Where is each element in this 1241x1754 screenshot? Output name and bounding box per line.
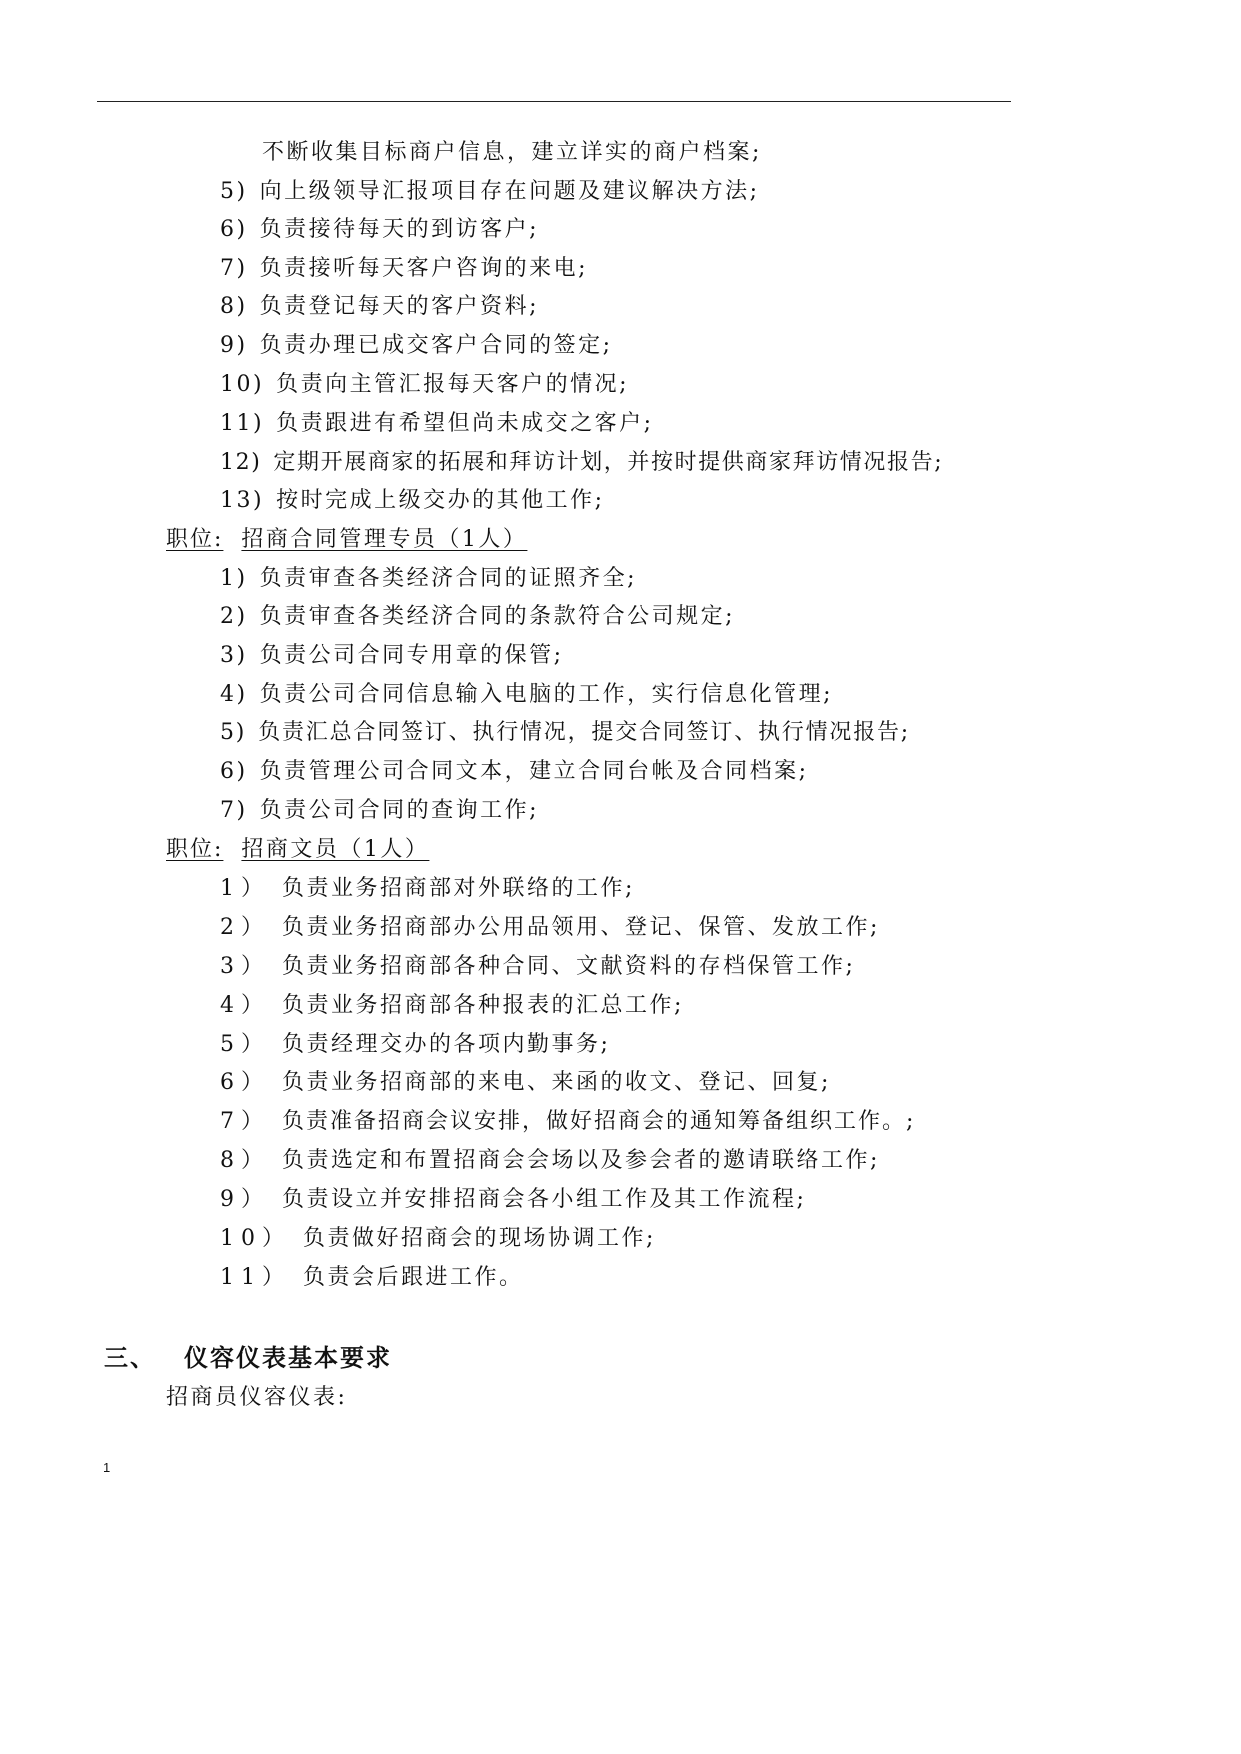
list-item-number: 7） xyxy=(220,1109,270,1134)
list-item-text: 负责跟进有希望但尚未成交之客户; xyxy=(276,411,654,436)
list-item-text: 负责向主管汇报每天客户的情况; xyxy=(276,372,629,397)
list-item-text: 负责业务招商部各种合同、文献资料的存档保管工作; xyxy=(282,954,856,979)
list-item-c6 xyxy=(220,1068,831,1098)
list-item-c3 xyxy=(220,952,855,982)
list-item-number: 6） xyxy=(220,1070,270,1095)
list-item-b3 xyxy=(220,641,564,671)
list-item-number: 8） xyxy=(220,1148,270,1173)
list-item-text: 负责设立并安排招商会各小组工作及其工作流程; xyxy=(282,1187,807,1212)
list-item-number: 4) xyxy=(220,682,248,707)
position-label: 职位: xyxy=(166,837,224,862)
position-heading-clerk xyxy=(166,835,429,865)
list-item-number: 10） xyxy=(220,1226,291,1251)
list-item-text: 负责业务招商部各种报表的汇总工作; xyxy=(282,993,684,1018)
list-item-text: 负责公司合同的查询工作; xyxy=(259,798,540,823)
list-item-b5 xyxy=(220,718,910,748)
list-item-text: 按时完成上级交办的其他工作; xyxy=(276,488,605,513)
position-label: 职位: xyxy=(166,527,224,552)
list-item-text: 向上级领导汇报项目存在问题及建议解决方法; xyxy=(259,179,760,204)
list-item-text: 负责做好招商会的现场协调工作; xyxy=(303,1226,656,1251)
list-item-a6 xyxy=(220,215,539,245)
header-rule xyxy=(97,101,1011,102)
section-heading xyxy=(104,1342,392,1374)
list-item-text: 定期开展商家的拓展和拜访计划，并按时提供商家拜访情况报告; xyxy=(273,450,944,475)
list-item-text: 负责业务招商部对外联络的工作; xyxy=(282,876,635,901)
list-item-a9 xyxy=(220,331,613,361)
list-item-text: 负责公司合同专用章的保管; xyxy=(259,643,564,668)
list-item-text: 负责业务招商部的来电、来函的收文、登记、回复; xyxy=(282,1070,831,1095)
position-heading-contract xyxy=(166,525,527,555)
list-item-number: 2） xyxy=(220,915,270,940)
list-item-c5 xyxy=(220,1030,610,1060)
list-item-number: 12) xyxy=(220,450,262,475)
list-item-number: 5) xyxy=(220,179,248,204)
list-item-text: 负责办理已成交客户合同的签定; xyxy=(259,333,613,358)
list-item-number: 1） xyxy=(220,876,270,901)
list-item-a7 xyxy=(220,254,588,284)
list-item-number: 9) xyxy=(220,333,248,358)
page-number: 1 xyxy=(103,1460,111,1475)
list-item-text: 负责业务招商部办公用品领用、登记、保管、发放工作; xyxy=(282,915,880,940)
list-item-b6 xyxy=(220,757,809,787)
list-item-number: 9） xyxy=(220,1187,270,1212)
list-item-text: 负责登记每天的客户资料; xyxy=(259,294,540,319)
list-item-text: 负责接待每天的到访客户; xyxy=(259,217,540,242)
list-item-text: 负责公司合同信息输入电脑的工作，实行信息化管理; xyxy=(259,682,834,707)
list-item-text: 负责经理交办的各项内勤事务; xyxy=(282,1032,611,1057)
list-item-text: 负责汇总合同签订、执行情况，提交合同签订、执行情况报告; xyxy=(258,720,911,745)
section-title: 仪容仪表基本要求 xyxy=(184,1343,392,1372)
list-item-number: 13) xyxy=(220,488,265,513)
list-item-number: 11） xyxy=(220,1265,291,1290)
list-item-text: 负责审查各类经济合同的证照齐全; xyxy=(259,566,638,591)
continuation-line xyxy=(262,138,762,168)
list-item-number: 6) xyxy=(220,759,248,784)
list-item-number: 7) xyxy=(220,256,248,281)
list-item-c9 xyxy=(220,1185,806,1215)
position-title: 招商文员（1人） xyxy=(241,837,430,862)
list-item-text: 负责接听每天客户咨询的来电; xyxy=(259,256,589,281)
list-item-text: 负责审查各类经济合同的条款符合公司规定; xyxy=(259,604,736,629)
list-item-number: 3） xyxy=(220,954,270,979)
list-item-number: 2) xyxy=(220,604,248,629)
list-item-number: 11) xyxy=(220,411,265,436)
list-item-a11 xyxy=(220,409,654,439)
section-number: 三、 xyxy=(104,1343,156,1372)
list-item-text: 负责管理公司合同文本，建立合同台帐及合同档案; xyxy=(259,759,809,784)
list-item-c4 xyxy=(220,991,684,1021)
list-item-b7 xyxy=(220,796,539,826)
list-item-a12 xyxy=(220,448,943,478)
list-item-number: 6) xyxy=(220,217,248,242)
list-item-number: 10) xyxy=(220,372,265,397)
list-item-c7 xyxy=(220,1107,915,1137)
list-item-b2 xyxy=(220,602,735,632)
list-item-a8 xyxy=(220,292,539,322)
list-item-number: 7) xyxy=(220,798,248,823)
list-item-b1 xyxy=(220,564,637,594)
list-item-number: 3) xyxy=(220,643,248,668)
list-item-c1 xyxy=(220,874,635,904)
subheading xyxy=(166,1383,347,1413)
list-item-a13 xyxy=(220,486,605,516)
list-item-a10 xyxy=(220,370,629,400)
list-item-c11 xyxy=(220,1263,524,1293)
list-item-number: 1) xyxy=(220,566,248,591)
list-item-c2 xyxy=(220,913,880,943)
list-item-number: 8) xyxy=(220,294,248,319)
list-item-text: 负责会后跟进工作。 xyxy=(303,1265,524,1290)
subheading-text: 招商员仪容仪表: xyxy=(166,1385,348,1410)
list-item-c8 xyxy=(220,1146,880,1176)
list-item-number: 5） xyxy=(220,1032,270,1057)
list-item-number: 4） xyxy=(220,993,270,1018)
list-item-text: 负责选定和布置招商会会场以及参会者的邀请联络工作; xyxy=(282,1148,880,1173)
list-item-text: 负责准备招商会议安排，做好招商会的通知筹备组织工作。; xyxy=(282,1109,916,1134)
position-title: 招商合同管理专员（1人） xyxy=(241,527,528,552)
list-item-a5 xyxy=(220,177,760,207)
list-item-c10 xyxy=(220,1224,656,1254)
list-item-number: 5) xyxy=(220,720,247,745)
list-item-b4 xyxy=(220,680,833,710)
continuation-text: 不断收集目标商户信息，建立详实的商户档案; xyxy=(262,140,762,165)
